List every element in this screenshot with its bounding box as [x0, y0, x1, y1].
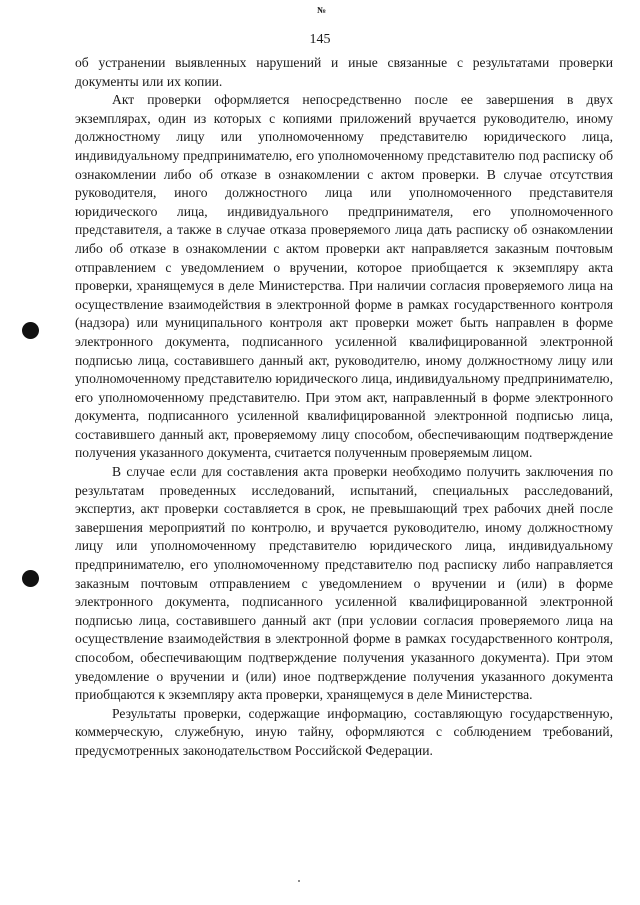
- page-number: 145: [309, 32, 331, 47]
- paragraph-expertise-deadline: В случае если для составления акта проверки необходимо получить заключения по результатам проведенных исследований, испытаний, специальных расследований, экспертиз, акт проверки составляется в срок, не превышающий трех рабочих дней после завершения мероприятий по контролю, и вручается руководителю, иному должностному лицу или уполномоченному представителю юридического лица, индивидуальному предпринимателю, его уполномоченному представителю под расписку либо направляется заказным почтовым отправлением с уведомлением о вручении и (или) в форме электронного документа, подписанного усиленной квалифицированной электронной подписью лица, составившего данный акт (при условии согласия проверяемого лица на осуществление взаимодействия в электронной форме в рамках государственного контроля, способом, обеспечивающим подтверждение получения указанного документа). При этом уведомление о вручении и (или) иное подтверждение получения указанного документа приобщаются к экземпляру акта проверки, хранящемуся в деле Министерства.: [75, 464, 613, 703]
- paragraph-continuation: об устранении выявленных нарушений и иные связанные с результатами проверки документы или их копии.: [75, 55, 613, 89]
- binder-hole-bottom: [22, 570, 39, 587]
- binder-hole-top: [22, 322, 39, 339]
- document-body: [75, 54, 613, 761]
- scan-speck: [298, 880, 300, 882]
- paragraph-secret-info: Результаты проверки, содержащие информацию, составляющую государственную, коммерческую, служебную, иную тайну, оформляются с соблюдением требований, предусмотренных законодательством Российской Федерации.: [75, 705, 613, 758]
- paragraph-act-delivery: Акт проверки оформляется непосредственно после ее завершения в двух экземплярах, один из которых с копиями приложений вручается руководителю, иному должностному лицу или уполномоченному представителю юридического лица, индивидуальному предпринимателю, его уполномоченному представителю под расписку об ознакомлении либо об отказе в ознакомлении с актом проверки. В случае отсутствия руководителя, иного должностного лица или уполномоченного представителя юридического лица, индивидуального предпринимателя, его уполномоченного представителя, а также в случае отказа проверяемого лица дать расписку об ознакомлении либо об отказе в ознакомлении с актом проверки акт направляется заказным почтовым отправлением с уведомлением о вручении, которое приобщается к экземпляру акта проверки, хранящемуся в деле Министерства. При наличии согласия проверяемого лица на осуществление взаимодействия в электронной форме в рамках государственного контроля (надзора) или муниципального контроля акт проверки может быть направлен в форме электронного документа, подписанного усиленной квалифицированной электронной подписью лица, составившего данный акт, руководителю, иному должностному лицу или уполномоченному представителю юридического лица, индивидуальному предпринимателю, его уполномоченному представителю. При этом акт, направленный в форме электронного документа, подписанного усиленной квалифицированной электронной подписью лица, составившего данный акт, проверяемому лицу способом, обеспечивающим подтверждение получения указанного документа, считается полученным проверяемым лицом.: [75, 92, 613, 461]
- header-mark: №: [317, 5, 326, 15]
